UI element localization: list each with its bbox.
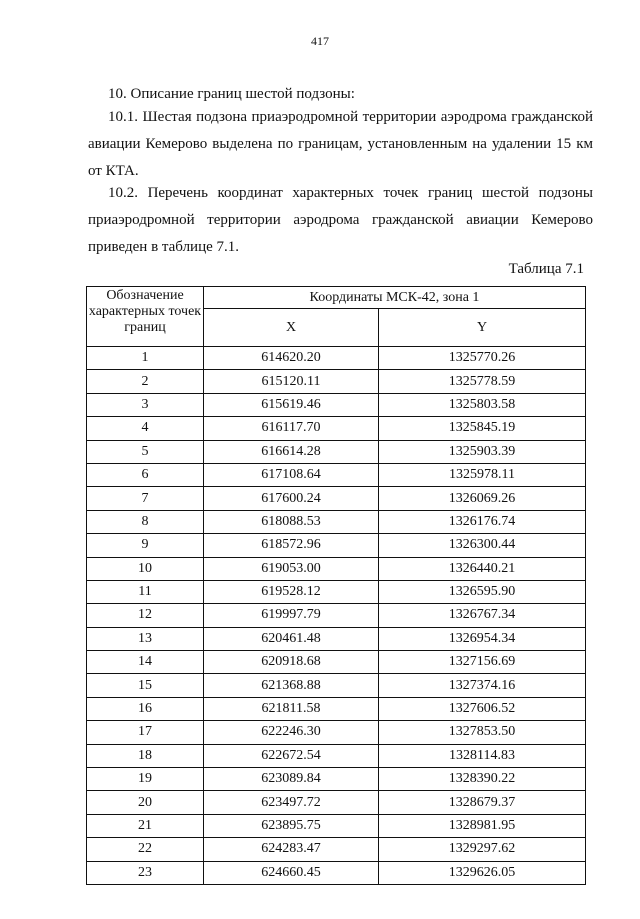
point-number-cell: 18	[87, 744, 204, 767]
y-coordinate-cell: 1325903.39	[379, 440, 586, 463]
table-row	[87, 463, 586, 486]
table-row	[87, 580, 586, 603]
table-row	[87, 487, 586, 510]
y-coordinate-cell: 1329626.05	[379, 861, 586, 884]
table-row	[87, 651, 586, 674]
table-row	[87, 861, 586, 884]
table-header	[87, 287, 586, 347]
point-number-cell: 22	[87, 838, 204, 861]
paragraph-10-1: 10.1. Шестая подзона приаэродромной территории аэродрома гражданской авиации Кемерово выделена по границам, установленным на удалении 15 км от КТА.	[88, 109, 593, 179]
table-row	[87, 393, 586, 416]
point-number-cell: 15	[87, 674, 204, 697]
table-body	[87, 347, 586, 885]
point-number-cell: 3	[87, 393, 204, 416]
point-number-cell: 23	[87, 861, 204, 884]
point-number-cell: 10	[87, 557, 204, 580]
y-coordinate-cell: 1328981.95	[379, 814, 586, 837]
header-x: X	[204, 309, 379, 347]
x-coordinate-cell: 619053.00	[204, 557, 379, 580]
x-coordinate-cell: 615619.46	[204, 393, 379, 416]
table-row	[87, 627, 586, 650]
point-number-cell: 11	[87, 580, 204, 603]
table-row	[87, 744, 586, 767]
x-coordinate-cell: 624660.45	[204, 861, 379, 884]
x-coordinate-cell: 616614.28	[204, 440, 379, 463]
point-number-cell: 5	[87, 440, 204, 463]
point-number-cell: 6	[87, 463, 204, 486]
table-row	[87, 721, 586, 744]
x-coordinate-cell: 620918.68	[204, 651, 379, 674]
table-row	[87, 697, 586, 720]
x-coordinate-cell: 618572.96	[204, 534, 379, 557]
point-number-cell: 8	[87, 510, 204, 533]
y-coordinate-cell: 1325845.19	[379, 417, 586, 440]
point-number-cell: 17	[87, 721, 204, 744]
y-coordinate-cell: 1326176.74	[379, 510, 586, 533]
header-coordinates: Координаты МСК-42, зона 1	[204, 287, 586, 309]
table-row	[87, 440, 586, 463]
y-coordinate-cell: 1325770.26	[379, 347, 586, 370]
table-row	[87, 814, 586, 837]
y-coordinate-cell: 1326300.44	[379, 534, 586, 557]
x-coordinate-cell: 623895.75	[204, 814, 379, 837]
x-coordinate-cell: 620461.48	[204, 627, 379, 650]
y-coordinate-cell: 1325778.59	[379, 370, 586, 393]
point-number-cell: 9	[87, 534, 204, 557]
point-number-cell: 19	[87, 768, 204, 791]
y-coordinate-cell: 1326767.34	[379, 604, 586, 627]
table-row	[87, 510, 586, 533]
y-coordinate-cell: 1327853.50	[379, 721, 586, 744]
point-number-cell: 2	[87, 370, 204, 393]
x-coordinate-cell: 624283.47	[204, 838, 379, 861]
y-coordinate-cell: 1328114.83	[379, 744, 586, 767]
y-coordinate-cell: 1326440.21	[379, 557, 586, 580]
table-row	[87, 347, 586, 370]
point-number-cell: 21	[87, 814, 204, 837]
header-point-designation: Обозначение характерных точек границ	[87, 287, 204, 347]
y-coordinate-cell: 1329297.62	[379, 838, 586, 861]
paragraph-10-2: 10.2. Перечень координат характерных точек границ шестой подзоны приаэродромной территории аэродрома гражданской авиации Кемерово приведен в таблице 7.1.	[88, 185, 593, 255]
table-row	[87, 791, 586, 814]
point-number-cell: 13	[87, 627, 204, 650]
table-row	[87, 417, 586, 440]
x-coordinate-cell: 623089.84	[204, 768, 379, 791]
y-coordinate-cell: 1328390.22	[379, 768, 586, 791]
x-coordinate-cell: 623497.72	[204, 791, 379, 814]
table-row	[87, 838, 586, 861]
table-row	[87, 370, 586, 393]
point-number-cell: 7	[87, 487, 204, 510]
y-coordinate-cell: 1327374.16	[379, 674, 586, 697]
y-coordinate-cell: 1326595.90	[379, 580, 586, 603]
y-coordinate-cell: 1325978.11	[379, 463, 586, 486]
y-coordinate-cell: 1326954.34	[379, 627, 586, 650]
point-number-cell: 14	[87, 651, 204, 674]
table-row	[87, 534, 586, 557]
y-coordinate-cell: 1326069.26	[379, 487, 586, 510]
point-number-cell: 20	[87, 791, 204, 814]
page-number: 417	[311, 34, 329, 48]
x-coordinate-cell: 621811.58	[204, 697, 379, 720]
point-number-cell: 12	[87, 604, 204, 627]
point-number-cell: 16	[87, 697, 204, 720]
x-coordinate-cell: 616117.70	[204, 417, 379, 440]
x-coordinate-cell: 619997.79	[204, 604, 379, 627]
table-row	[87, 604, 586, 627]
table-row	[87, 674, 586, 697]
table-caption: Таблица 7.1	[508, 261, 584, 277]
coordinates-table	[86, 286, 586, 885]
header-y: Y	[379, 309, 586, 347]
x-coordinate-cell: 619528.12	[204, 580, 379, 603]
x-coordinate-cell: 622246.30	[204, 721, 379, 744]
table-header-row	[87, 287, 586, 309]
y-coordinate-cell: 1327156.69	[379, 651, 586, 674]
x-coordinate-cell: 621368.88	[204, 674, 379, 697]
table-row	[87, 557, 586, 580]
x-coordinate-cell: 622672.54	[204, 744, 379, 767]
x-coordinate-cell: 617600.24	[204, 487, 379, 510]
table-row	[87, 768, 586, 791]
y-coordinate-cell: 1328679.37	[379, 791, 586, 814]
section-heading: 10. Описание границ шестой подзоны:	[108, 86, 355, 102]
x-coordinate-cell: 615120.11	[204, 370, 379, 393]
point-number-cell: 1	[87, 347, 204, 370]
x-coordinate-cell: 617108.64	[204, 463, 379, 486]
y-coordinate-cell: 1327606.52	[379, 697, 586, 720]
x-coordinate-cell: 618088.53	[204, 510, 379, 533]
y-coordinate-cell: 1325803.58	[379, 393, 586, 416]
x-coordinate-cell: 614620.20	[204, 347, 379, 370]
point-number-cell: 4	[87, 417, 204, 440]
